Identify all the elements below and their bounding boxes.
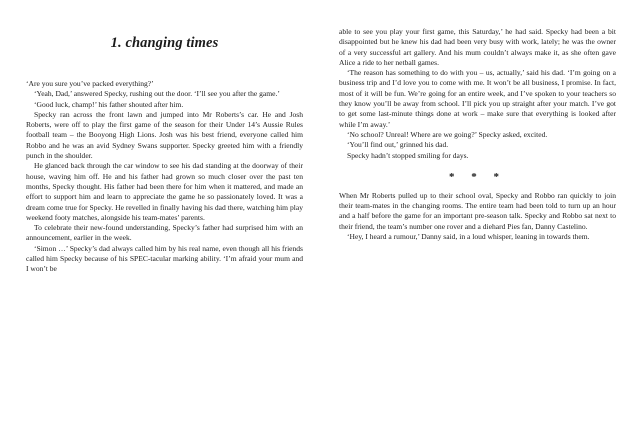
paragraph: ‘Hey, I heard a rumour,’ Danny said, in a loud whisper, leaning in towards them. <box>347 232 590 242</box>
right-page <box>315 0 630 423</box>
paragraph: ‘Good luck, champ!’ his father shouted after him. <box>34 99 184 109</box>
paragraph: He glanced back through the car window to see his dad standing at the doorway of their house, waving him off. He and his father had grown so much closer over the past ten months, Specky thought. His father had been there for him when it mattered, and made an effort to support him and learn to appreciate the game he so passionately loved. It was a dream come true for Specky. He revelled in finally having his dad there, watching him play weekend footy matches, alongside his team-mates’ parents. <box>26 161 303 222</box>
paragraph: Specky ran across the front lawn and jumped into Mr Roberts’s car. He and Josh Roberts, were off to play the first game of the season for their Under 14’s Aussie Rules football team – the Booyong High Lions. Josh was his best friend, everyone called him Robbo and he was an avid Sydney Swans supporter. Specky greeted him with a friendly punch in the shoulder. <box>26 109 303 161</box>
paragraph: Specky hadn’t stopped smiling for days. <box>347 150 469 160</box>
paragraph: ‘Yeah, Dad,’ answered Specky, rushing out the door. ‘I’ll see you after the game.’ <box>34 89 280 99</box>
paragraph: When Mr Roberts pulled up to their school oval, Specky and Robbo ran quickly to join their team-mates in the changing rooms. The entire team had been told to turn up an hour and a half before the game for an important pre-season talk. Specky and Robbo sat next to their friend, the team’s number one rover and a diehard Pies fan, Danny Castelino. <box>339 190 616 231</box>
chapter-title: 1. changing times <box>110 35 219 51</box>
paragraph: ‘You’ll find out,’ grinned his dad. <box>347 140 449 150</box>
paragraph: ‘Are you sure you’ve packed everything?’ <box>26 79 154 88</box>
paragraph: ‘Simon …’ Specky’s dad always called him by his real name, even though all his friends called him Specky because of his SPEC-tacular marking ability. ‘I’m afraid your mum and I won’t be <box>26 243 303 274</box>
paragraph: To celebrate their new-found understanding, Specky’s father had surprised him with an announcement, earlier in the week. <box>26 223 303 243</box>
section-break: * * * <box>449 170 506 183</box>
paragraph: able to see you play your first game, this Saturday,’ he had said. Specky had been a bit disappointed but he knew his dad had been very busy with work, lately; he was the owner of a very successful art gallery. And his mum couldn’t always make it, as she often gave Alice a ride to her netball games. <box>339 27 616 67</box>
paragraph: ‘No school? Unreal! Where are we going?’ Specky asked, excited. <box>347 129 548 139</box>
paragraph: ‘The reason has something to do with you – us, actually,’ said his dad. ‘I’m going on a business trip and I’d love you to come with me. It won’t be all business, I promise. In fact, most of it will be fun. We’re going for an entire week, and I’ve spoken to your teachers so they know you’ll be away from school. I’ll pick you up straight after your match. I’ve got to get some last-minute things done at work – make sure that everything is looked after while I’m away.’ <box>339 68 616 129</box>
